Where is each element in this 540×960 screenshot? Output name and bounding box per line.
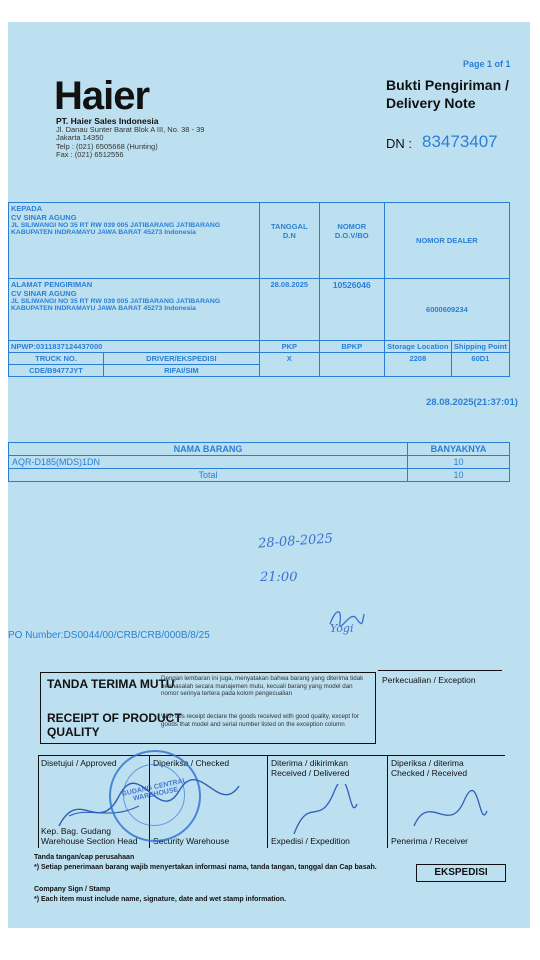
company-address-line2: Jakarta 14350 (56, 133, 104, 143)
footer-line2: *) Setiap penerimaan barang wajib menyertakan informasi nama, tanda tangan, tanggal dan Cap basah. (34, 864, 377, 871)
expedition-signature-scribble (289, 784, 359, 839)
company-fax: Fax : (021) 6512556 (56, 150, 124, 160)
sig-checked-label: Diperiksa / Checked (153, 758, 230, 768)
company-name: PT. Haier Sales Indonesia (56, 116, 159, 126)
alamat-address1: JL SILIWANGI NO 35 RT RW 039 005 JATIBARANG JATIBARANG (11, 298, 221, 305)
delivery-note-sheet (8, 22, 530, 928)
receipt-desc-id: Dengan lembaran ini juga, menyatakan bahwa barang yang diterima tidak bermasalah secara manajemen mutu, kecuali barang yang model dan nomor serinya tertera pada kolom pengecualian (161, 675, 364, 697)
warehouse-stamp-text: GUDANG CENTRAL WAREHOUSE (121, 777, 188, 803)
date-value-cell (259, 279, 319, 341)
dealer-number: 6000609234 (426, 305, 468, 314)
order-number: 10526046 (332, 280, 371, 290)
signature-row (38, 755, 505, 848)
item-qty-cell (408, 456, 510, 469)
total-value: 10 (453, 470, 464, 480)
document-title-id: Bukti Pengiriman / (386, 77, 509, 93)
alamat-address2: KABUPATEN INDRAMAYU JAWA BARAT 45273 Indonesia (11, 305, 196, 312)
receipt-quality-box (40, 672, 376, 744)
header-table (8, 202, 510, 377)
driver-name: RIFAI/SIM (164, 366, 199, 375)
alamat-name: CV SINAR AGUNG (11, 289, 77, 298)
kepada-name: CV SINAR AGUNG (11, 213, 77, 222)
truck-label: TRUCK NO. (35, 354, 77, 363)
dn-number: 83473407 (422, 132, 498, 151)
shipping-point-value: 60D1 (471, 354, 490, 363)
truck-cell (9, 353, 104, 365)
pkp-label: PKP (281, 342, 297, 351)
dn-date: 28.08.2025 (270, 280, 309, 289)
table-row (9, 456, 510, 469)
nomor-sub-label: D.O.V/BO (334, 231, 369, 240)
po-number: PO Number:DS0044/00/CRB/CRB/000B/8/25 (8, 630, 210, 641)
print-timestamp: 28.08.2025(21:37:01) (426, 397, 518, 408)
order-no-cell (319, 279, 384, 341)
receiver-signature-scribble (326, 604, 366, 632)
company-telp: Telp : (021) 6505668 (Hunting) (56, 141, 158, 151)
total-value-cell (408, 469, 510, 482)
dn-label: DN : (386, 136, 412, 151)
item-qty: 10 (453, 457, 464, 467)
kepada-label: KEPADA (11, 204, 43, 213)
bpkp-label: BPKP (341, 342, 363, 351)
npwp-cell (9, 341, 260, 353)
sig-approved-label: Disetujui / Approved (41, 758, 117, 768)
receiver-signature-mark (409, 786, 489, 841)
shipping-value-cell (451, 353, 509, 377)
nomor-label: NOMOR (337, 222, 367, 231)
receipt-title-en1: RECEIPT OF PRODUCT (47, 711, 182, 725)
tanggal-sub-label: D.N (282, 231, 296, 240)
col-banyaknya (408, 443, 510, 456)
sig-delivered-label1: Diterima / dikirimkan (271, 758, 348, 768)
storage-location-label: Storage Location (387, 342, 449, 351)
storage-value-cell (384, 353, 451, 377)
item-name-cell (9, 456, 408, 469)
sig-received-label1: Diperiksa / diterima (391, 758, 464, 768)
total-label: Total (198, 470, 218, 480)
handwritten-time: 21:00 (260, 570, 298, 585)
total-label-cell (9, 469, 408, 482)
sig-delivered-sub: Expedisi / Expedition (271, 836, 350, 846)
page-number: Page 1 of 1 (463, 59, 511, 69)
exception-box (378, 670, 502, 745)
pkp-value-cell (259, 353, 319, 377)
storage-location-value: 2208 (409, 354, 427, 363)
item-name: AQR-D185(MDS)1DN (12, 457, 101, 467)
sig-received-sub: Penerima / Receiver (391, 836, 469, 846)
pkp-value: X (286, 354, 292, 363)
document-title (386, 76, 509, 112)
nomor-cell (319, 203, 384, 279)
dealer-no-cell (384, 279, 509, 341)
nomor-dealer-cell (384, 203, 509, 279)
shipping-cell (451, 341, 509, 353)
driver-cell (104, 353, 260, 365)
alamat-label: ALAMAT PENGIRIMAN (11, 280, 93, 289)
receipt-title-id: TANDA TERIMA MUTU (47, 677, 175, 691)
bpkp-cell (319, 341, 384, 353)
col-nama-barang (9, 443, 408, 456)
pkp-cell (259, 341, 319, 353)
tanggal-label: TANGGAL (271, 222, 308, 231)
sig-received-label2: Checked / Received (391, 768, 468, 778)
kepada-address2: KABUPATEN INDRAMAYU JAWA BARAT 45273 Indonesia (11, 229, 196, 236)
npwp: NPWP:0311837124437000 (11, 342, 103, 351)
sig-delivered-label2: Received / Delivered (271, 768, 350, 778)
receipt-title-en2: QUALITY (47, 725, 100, 739)
items-table (8, 442, 510, 482)
driver-value-cell (104, 365, 260, 377)
bpkp-value-cell (319, 353, 384, 377)
sig-checked-sub: Security Warehouse (153, 836, 230, 846)
sig-approved-sub2: Warehouse Section Head (41, 836, 138, 846)
footer-line1: Tanda tangan/cap perusahaan (34, 854, 135, 861)
warehouse-stamp (109, 750, 201, 842)
alamat-cell (9, 279, 260, 341)
handwritten-signature-name: Yogi (330, 622, 354, 635)
col-nama-barang-label: NAMA BARANG (173, 444, 243, 454)
tanggal-cell (259, 203, 319, 279)
kepada-address1: JL SILIWANGI NO 35 RT RW 039 005 JATIBARANG JATIBARANG (11, 222, 221, 229)
footer-line4: *) Each item must include name, signature, date and wet stamp information. (34, 896, 287, 903)
sig-approved-sub1: Kep. Bag. Gudang (41, 826, 111, 836)
kepada-cell (9, 203, 260, 279)
footer-line3: Company Sign / Stamp (34, 886, 111, 893)
driver-label: DRIVER/EKSPEDISI (146, 354, 217, 363)
truck-number: CDE/B9477JYT (29, 366, 83, 375)
company-address-block (56, 117, 204, 160)
nomor-dealer-label: NOMOR DEALER (416, 236, 478, 245)
shipping-point-label: Shipping Point (453, 342, 507, 351)
receipt-desc-en: With this receipt declare the goods received with good quality, except for goods that model and serial number listed on the exception column (161, 713, 359, 728)
storage-cell (384, 341, 451, 353)
document-title-en: Delivery Note (386, 95, 476, 111)
company-logo: Haier (54, 74, 150, 118)
exception-label: Perkecualian / Exception (382, 675, 476, 685)
handwritten-date: 28-08-2025 (257, 531, 334, 552)
copy-label-ekspedisi: EKSPEDISI (416, 864, 506, 882)
col-banyaknya-label: BANYAKNYA (430, 444, 487, 454)
truck-value-cell (9, 365, 104, 377)
company-address-line1: Jl. Danau Sunter Barat Blok A III, No. 38 - 39 (56, 124, 205, 134)
